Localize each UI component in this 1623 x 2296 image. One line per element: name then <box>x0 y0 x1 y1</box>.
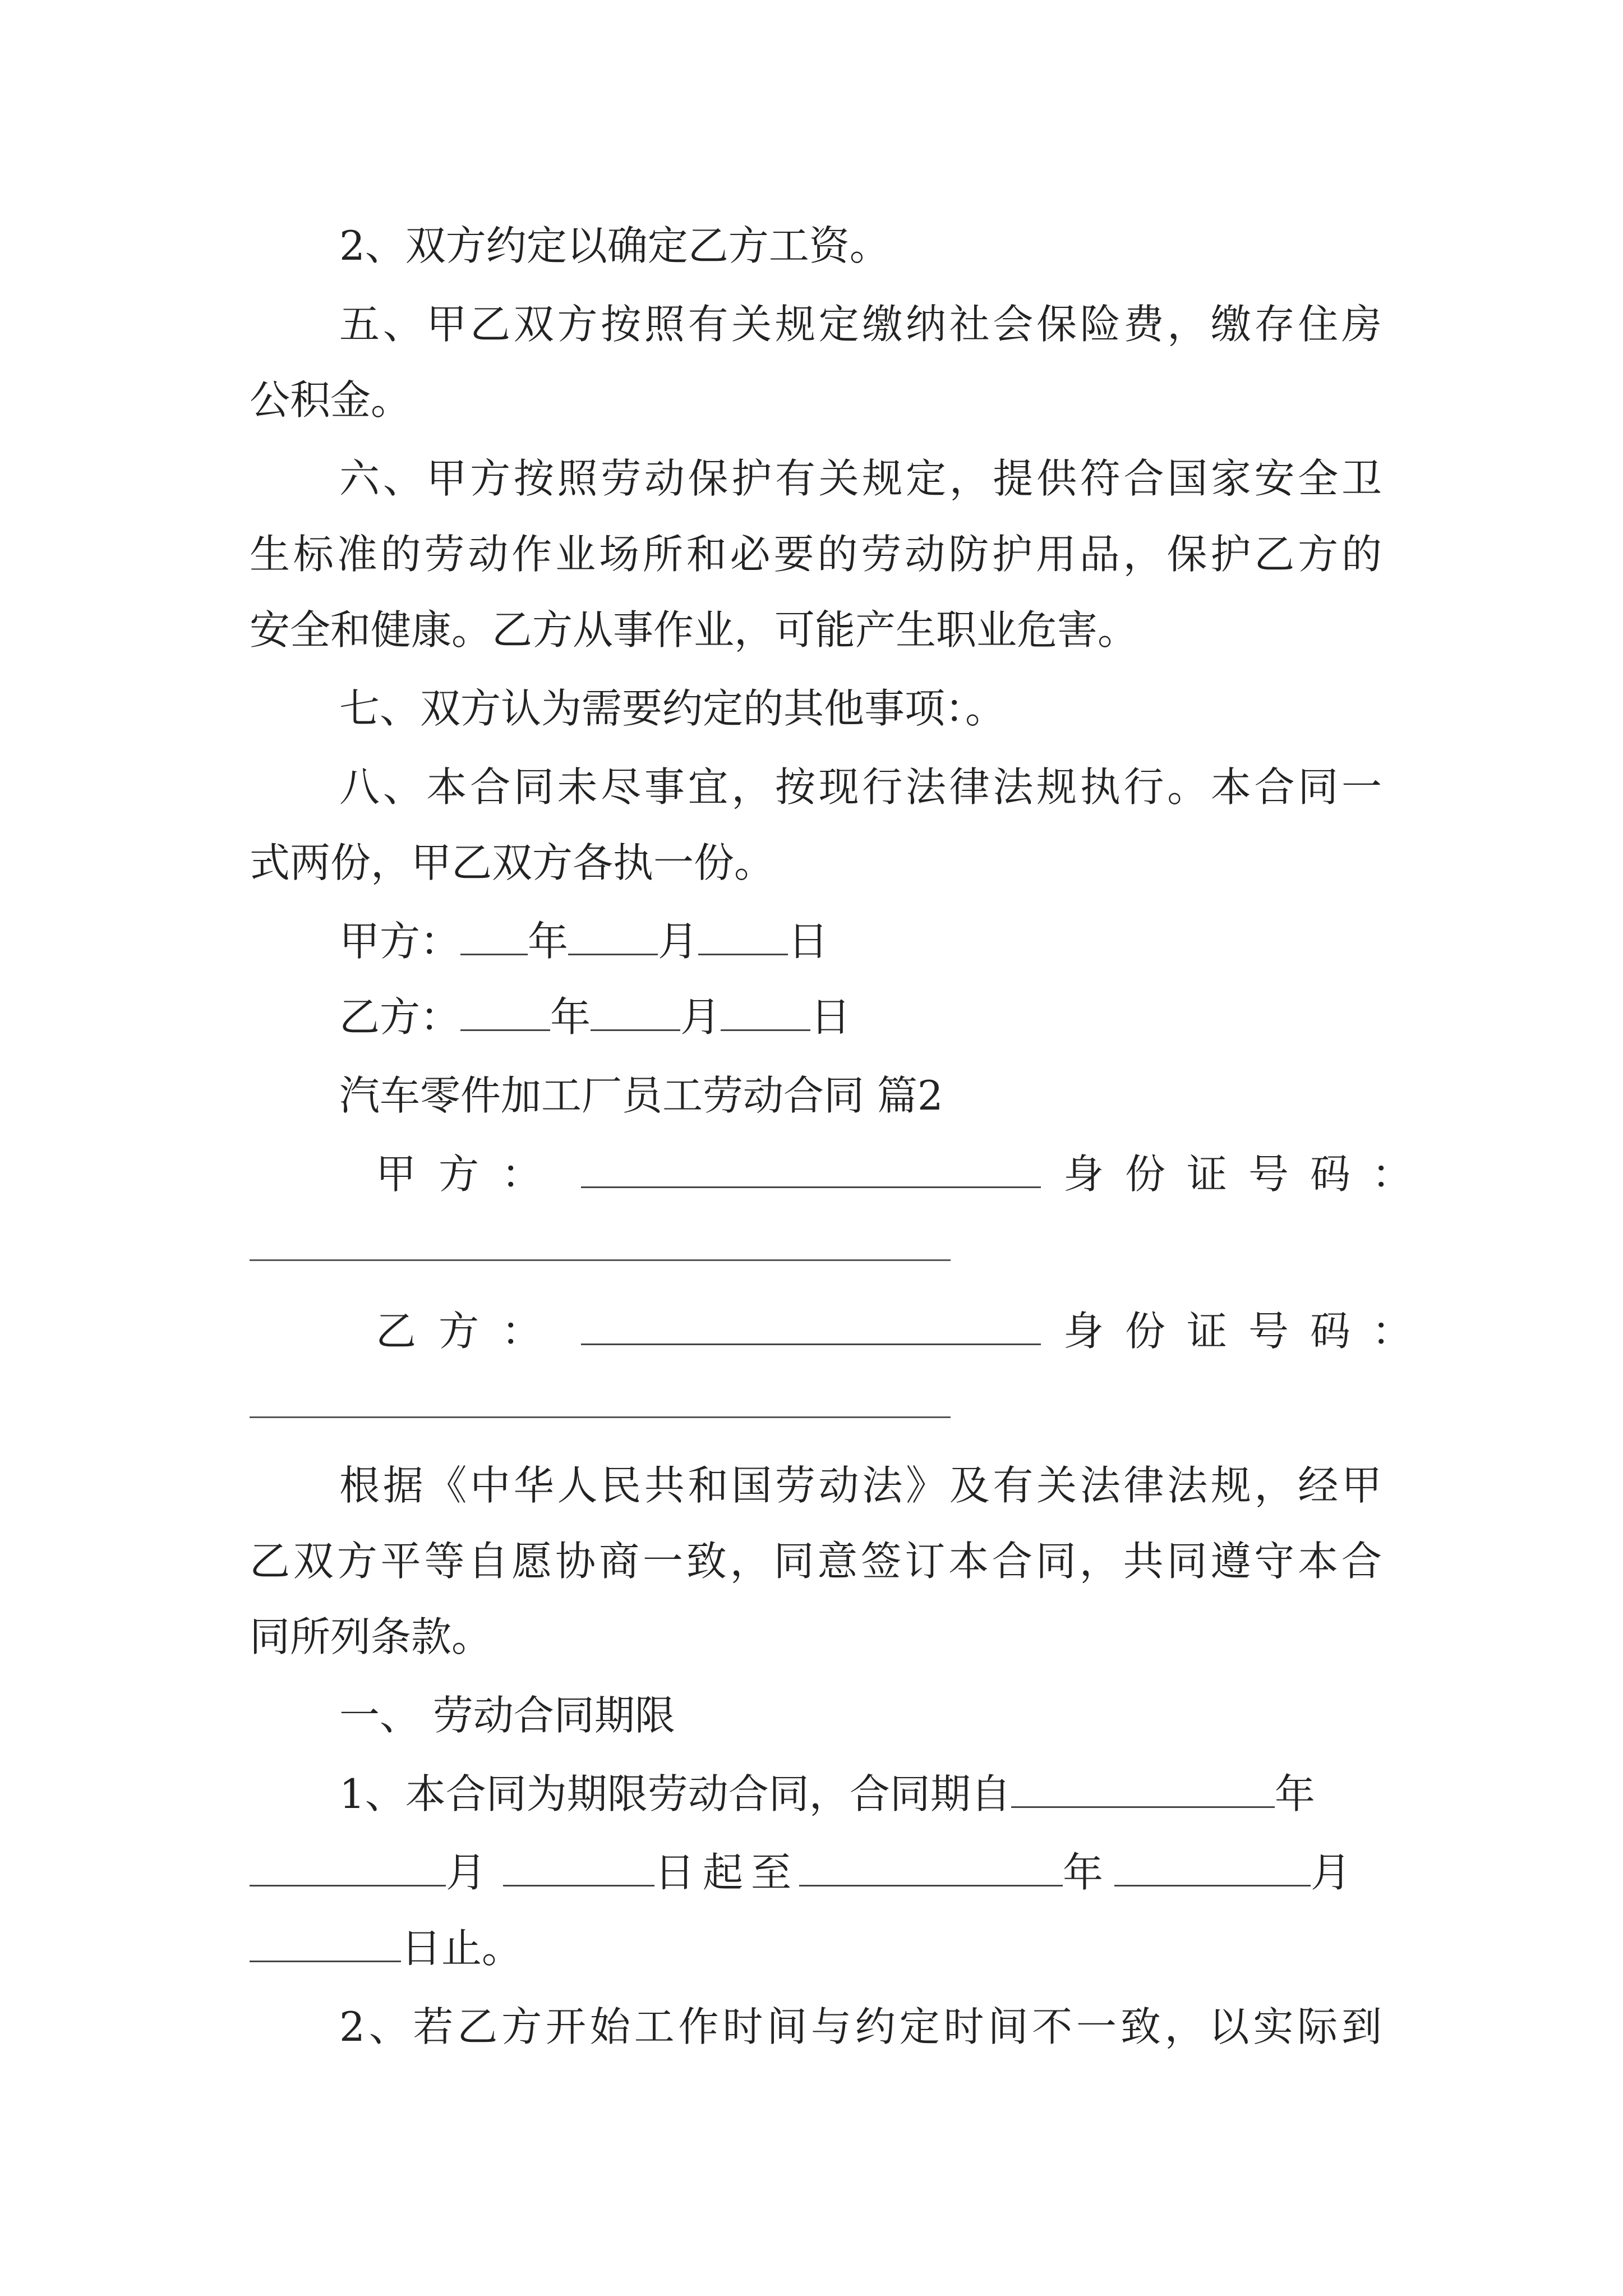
blank-start-month[interactable] <box>250 1849 446 1887</box>
year-label: 年 <box>550 993 591 1041</box>
heading-contract-term: 一、 劳动合同期限 <box>339 1692 675 1739</box>
sign-party-b-row <box>0 990 1623 1044</box>
month-label: 月 <box>446 1849 487 1896</box>
blank-start-day[interactable] <box>503 1849 654 1887</box>
clause-8-line1: 八、本合同未尽事宜，按现行法律法规执行。本合同一 <box>339 763 1382 811</box>
clause-6-line2: 生标准的劳动作业场所和必要的劳动防护用品，保护乙方的 <box>250 531 1382 578</box>
intro-line2: 乙双方平等自愿协商一致，同意签订本合同，共同遵守本合 <box>250 1538 1382 1585</box>
section2-title: 汽车零件加工厂员工劳动合同 篇2 <box>339 1072 943 1119</box>
year-label: 年 <box>528 918 569 965</box>
clause-5-line2: 公积金。 <box>250 376 412 424</box>
month-label: 月 <box>658 918 699 965</box>
blank-end-month[interactable] <box>1114 1849 1311 1887</box>
id-label: 身份证号码： <box>1063 1151 1434 1198</box>
sign-party-b-label: 乙方： <box>339 993 461 1041</box>
intro-line1: 根据《中华人民共和国劳动法》及有关法律法规，经甲 <box>339 1462 1382 1509</box>
blank-start-year[interactable] <box>1011 1770 1275 1808</box>
party-b-blank[interactable] <box>581 1308 1041 1345</box>
blank-month[interactable] <box>568 918 658 955</box>
month-label: 月 <box>680 993 721 1041</box>
day-label: 日 <box>810 993 851 1041</box>
year-label: 年 <box>1274 1770 1315 1818</box>
id-label: 身份证号码： <box>1063 1308 1434 1355</box>
term-clause-1-line1 <box>0 1767 1623 1821</box>
party-a-row <box>0 1147 1623 1201</box>
clause-4-2: 2、双方约定以确定乙方工资。 <box>339 222 890 269</box>
clause-6-line1: 六、甲方按照劳动保护有关规定，提供符合国家安全卫 <box>339 455 1382 502</box>
intro-line3: 同所列条款。 <box>250 1613 492 1660</box>
clause-6-line3: 安全和健康。乙方从事作业，可能产生职业危害。 <box>250 606 1138 654</box>
year-label: 年 <box>1063 1849 1104 1896</box>
blank-month[interactable] <box>591 993 680 1031</box>
party-b-label: 乙方： <box>376 1308 565 1355</box>
blank-day[interactable] <box>721 993 810 1031</box>
end-label: 日止。 <box>401 1925 523 1972</box>
term-clause-1-line3 <box>0 1921 1623 1975</box>
clause-5-line1: 五、甲乙双方按照有关规定缴纳社会保险费，缴存住房 <box>339 301 1382 348</box>
sign-party-a-label: 甲方： <box>339 918 461 965</box>
term-clause-2-line1: 2、若乙方开始工作时间与约定时间不一致，以实际到 <box>339 2003 1382 2050</box>
blank-year[interactable] <box>460 918 528 955</box>
term-clause-1-line2 <box>0 1846 1623 1899</box>
term-clause-1-text: 1、本合同为期限劳动合同，合同期自 <box>339 1770 1011 1818</box>
blank-year[interactable] <box>460 993 550 1031</box>
sign-party-a-row <box>0 914 1623 968</box>
clause-7: 七、双方认为需要约定的其他事项：。 <box>339 685 1006 732</box>
blank-end-year[interactable] <box>799 1849 1063 1887</box>
party-b-id-blank[interactable] <box>250 1416 951 1418</box>
party-a-blank[interactable] <box>581 1151 1041 1188</box>
blank-day[interactable] <box>698 918 788 955</box>
day-label: 日 <box>788 918 829 965</box>
clause-8-line2: 式两份，甲乙双方各执一份。 <box>250 839 775 886</box>
party-b-row <box>0 1304 1623 1358</box>
party-a-label: 甲方： <box>376 1151 565 1198</box>
party-a-id-blank[interactable] <box>250 1259 951 1261</box>
month-label: 月 <box>1311 1849 1352 1896</box>
blank-end-day[interactable] <box>250 1925 401 1962</box>
day-from-label: 日起至 <box>654 1849 800 1896</box>
